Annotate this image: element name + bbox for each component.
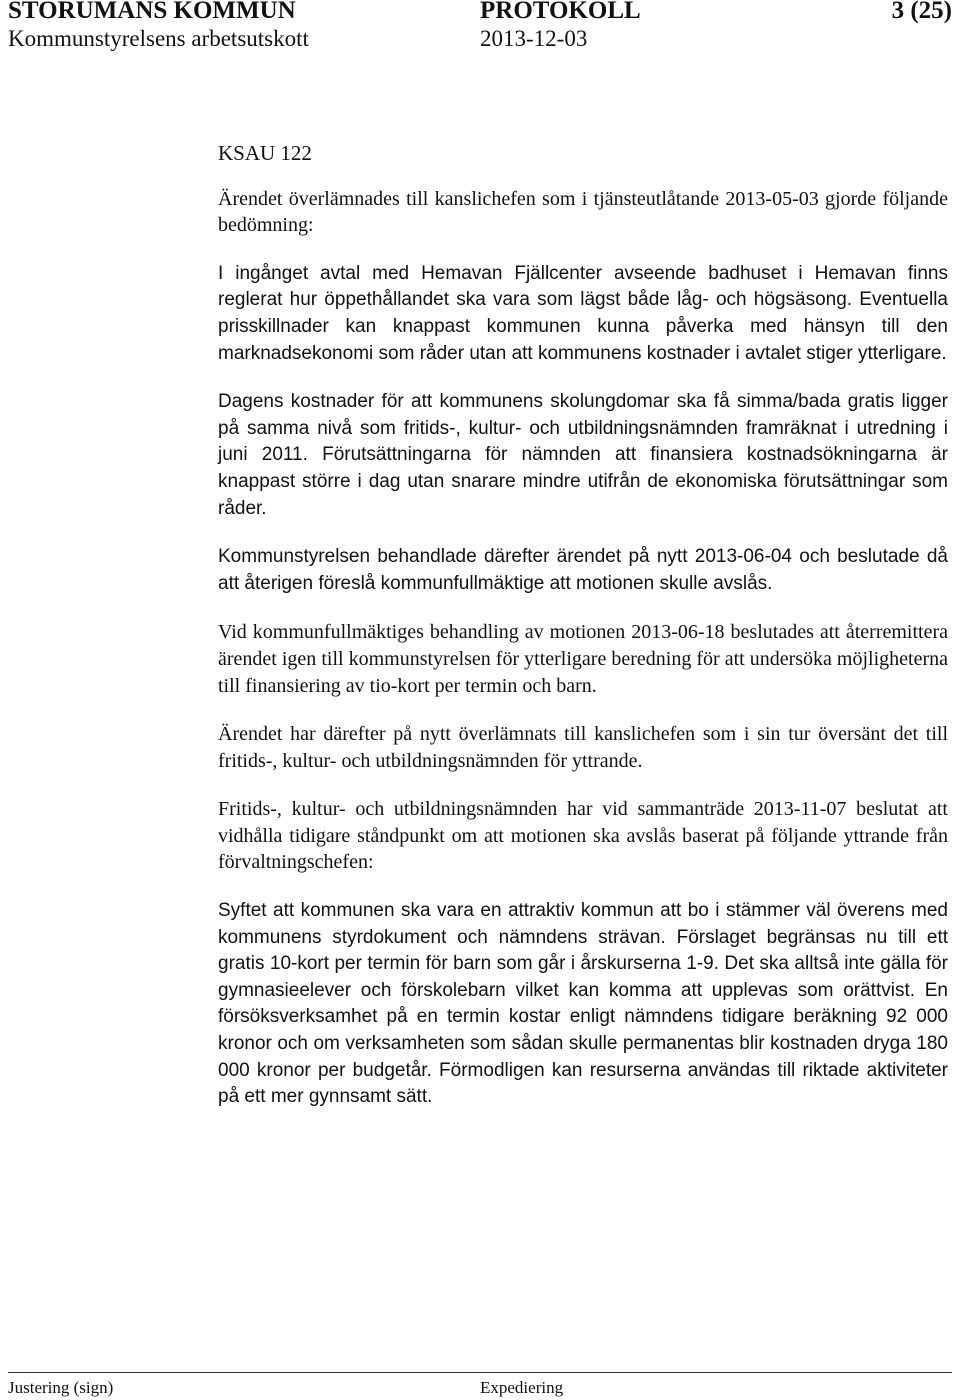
document-type: PROTOKOLL <box>480 0 641 24</box>
paragraph-6: Ärendet har därefter på nytt överlämnats till kanslichefen som i sin tur översänt det till fritids-, kultur- och utbildningsnämnden för yttrande. <box>218 723 948 772</box>
paragraph-3: Dagens kostnader för att kommunens skolungdomar ska få simma/bada gratis ligger på samma nivå som fritids-, kultur- och utbildningsnämnden framräknat i utredning i juni 2011. Förutsättningarna för nämnden att finansiera kostnadsökningarna är knappast större i dag utan snarare mindre utifrån de ekonomiska förutsättningar som råder. <box>218 391 948 519</box>
paragraph-8: Syftet att kommunen ska vara en attraktiv kommun att bo i stämmer väl överens med kommunens styrdokument och nämndens strävan. Förslaget begränsas nu till ett gratis 10-kort per termin för barn som går i årskurserna 1-9. Det ska alltså inte gälla för gymnasieelever och förskolebarn vilket kan komma att upplevas som orättvist. En försöksverksamhet på en termin kostar enligt nämndens tidigare beräkning 92 000 kronor och om verksamheten som sådan skulle permanentas blir kostnaden dryga 180 000 kronor per budgetår. Förmodligen kan resurserna användas till riktade aktiviteter på ett mer gynnsamt sätt. <box>218 900 948 1108</box>
paragraph-1: Ärendet överlämnades till kanslichefen som i tjänsteutlåtande 2013-05-03 gjorde följande bedömning: <box>218 187 948 237</box>
page-number: 3 (25) <box>891 0 952 24</box>
paragraph-4: Kommunstyrelsen behandlade därefter ärendet på nytt 2013-06-04 och beslutade då att återigen föreslå kommunfullmäktige att motionen skulle avslås. <box>218 546 948 594</box>
paragraph-2: I ingånget avtal med Hemavan Fjällcenter avseende badhuset i Hemavan finns reglerat hur öppethållandet ska vara som lägst både låg- och högsäsong. Eventuella prisskillnader kan knappast kommunen kunna påverka med hänsyn till den marknadsekonomi som råder utan att kommunens kostnader i avtalet stiger ytterligare. <box>218 262 948 364</box>
committee-name: Kommunstyrelsens arbetsutskott <box>8 26 309 51</box>
protocol-body <box>218 140 948 1133</box>
footer-divider <box>8 1372 952 1373</box>
meeting-date: 2013-12-03 <box>480 26 588 51</box>
paragraph-5: Vid kommunfullmäktiges behandling av motionen 2013-06-18 beslutades att återremittera ärendet igen till kommunstyrelsen för ytterligare beredning för att undersöka möjligheterna till finansiering av tio-kort per termin och barn. <box>218 621 948 697</box>
header-second-row <box>8 26 952 54</box>
footer <box>8 1378 952 1400</box>
paragraph-7: Fritids-, kultur- och utbildningsnämnden har vid sammanträde 2013-11-07 beslutat att vidhålla tidigare ståndpunkt om att motionen ska avslås baserat på följande yttrande från förvaltningschefen: <box>218 798 948 874</box>
header-top-row <box>8 0 952 25</box>
organization-name: STORUMANS KOMMUN <box>8 0 296 24</box>
case-number: KSAU 122 <box>218 141 312 165</box>
dispatch-label: Expediering <box>480 1378 564 1397</box>
signature-label: Justering (sign) <box>8 1378 114 1397</box>
